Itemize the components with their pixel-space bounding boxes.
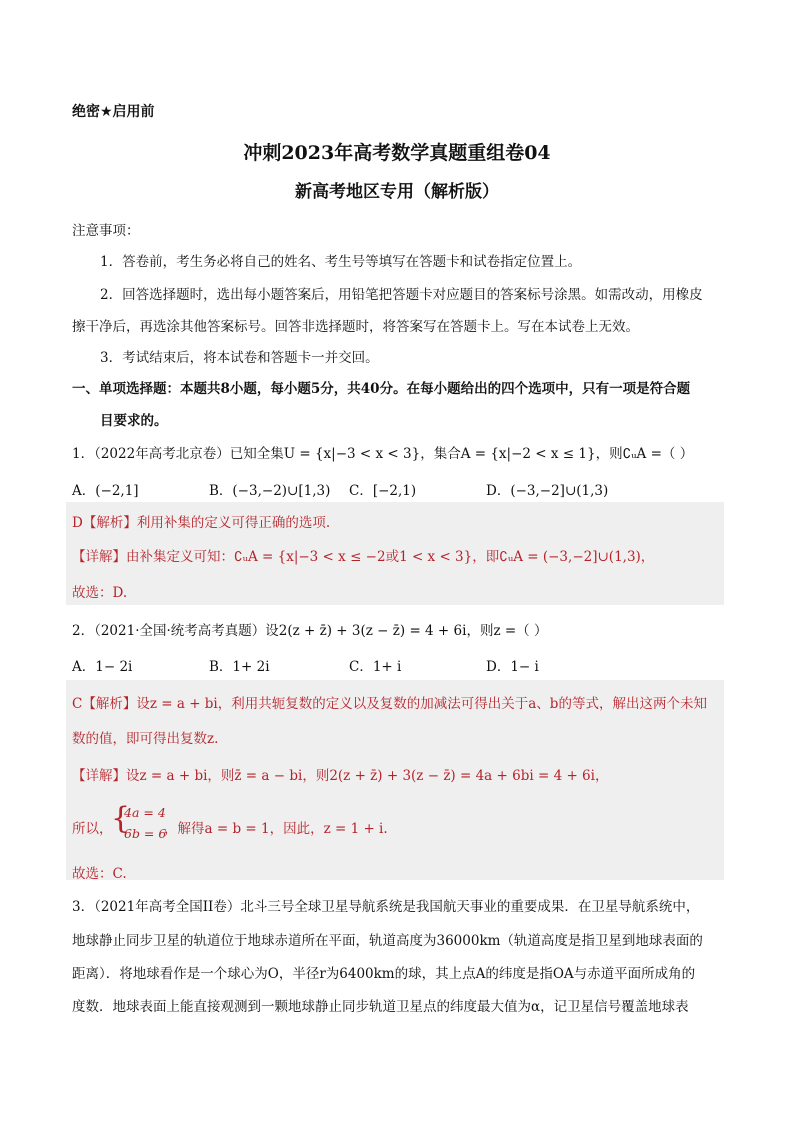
q2-option-c: C．1+ i <box>349 659 402 675</box>
note-item-3: 3．考试结束后，将本试卷和答题卡一并交回。 <box>100 350 379 366</box>
q2-option-d: D．1− i <box>486 659 539 675</box>
q2-so-prefix: 所以， <box>72 821 113 837</box>
q2-stem: 2．（2021·全国·统考高考真题）设2(z + z̄) + 3(z − z̄) = 4 + 6i，则z =（ ） <box>72 623 548 639</box>
q2-eq1: 4a = 4 <box>124 805 166 820</box>
q2-analysis <box>72 692 707 712</box>
q2-answer: 故选：C. <box>72 866 127 882</box>
q1-option-c: C．[−2,1) <box>349 483 417 499</box>
q3-line-2: 地球静止同步卫星的轨道位于地球赤道所在平面，轨道高度为36000km（轨道高度是指卫星到地球表面的 <box>72 933 703 949</box>
q2-detail <box>72 764 608 784</box>
section-heading: 一、单项选择题：本题共8小题，每小题5分，共40分。在每小题给出的四个选项中，只有一项是符合题 <box>72 381 691 397</box>
q2-option-a: A．1− 2i <box>72 659 133 675</box>
section-heading-cont: 目要求的。 <box>100 413 168 429</box>
q1-detail-tag: 【详解】 <box>72 549 126 565</box>
q1-detail <box>72 545 654 565</box>
q1-stem: 1．（2022年高考北京卷）已知全集U = {x|−3 < x < 3}，集合A = {x|−2 < x ≤ 1}，则∁ᵤA =（ ） <box>72 446 694 462</box>
note-item-1: 1．答卷前，考生务必将自己的姓名、考生号等填写在答题卡和试卷指定位置上。 <box>100 254 582 270</box>
q1-analysis <box>72 511 330 531</box>
q1-detail-text: 由补集定义可知：∁ᵤA = {x|−3 < x ≤ −2或1 < x < 3}，即∁ᵤA = (−3,−2]∪(1,3)， <box>126 549 655 565</box>
exam-title: 冲刺2023年高考数学真题重组卷04 <box>243 142 551 164</box>
q1-answer: 故选：D. <box>72 585 128 601</box>
exam-subtitle: 新高考地区专用（解析版） <box>295 182 499 202</box>
q2-eq2: 6b = 6 <box>124 826 167 841</box>
q2-option-b: B．1+ 2i <box>209 659 270 675</box>
q2-system-brace: { <box>111 801 131 836</box>
q2-detail-text: 设z = a + bi，则z̄ = a − bi，则2(z + z̄) + 3(z − z̄) = 4a + 6bi = 4 + 6i， <box>126 768 609 784</box>
q2-analysis-text: 设z = a + bi，利用共轭复数的定义以及复数的加减法可得出关于a、b的等式，解出这两个未知 <box>136 696 707 712</box>
q2-so-suffix: ，解得a = b = 1，因此，z = 1 + i. <box>164 821 388 837</box>
q1-analysis-tag: D【解析】 <box>72 515 137 531</box>
q1-option-a: A．(−2,1] <box>72 483 139 499</box>
q3-line-3: 距离）．将地球看作是一个球心为O，半径r为6400km的球，其上点A的纬度是指OA与赤道平面所成角的 <box>72 966 696 982</box>
note-item-2: 2．回答选择题时，选出每小题答案后，用铅笔把答题卡对应题目的答案标号涂黑。如需改动，用橡皮 <box>100 287 703 303</box>
q2-detail-tag: 【详解】 <box>72 768 126 784</box>
q1-analysis-text: 利用补集的定义可得正确的选项. <box>136 515 331 531</box>
note-item-2-cont: 擦干净后，再选涂其他答案标号。回答非选择题时，将答案写在答题卡上。写在本试卷上无效。 <box>72 319 639 335</box>
secret-label: 绝密★启用前 <box>72 104 155 120</box>
notes-heading: 注意事项： <box>72 223 140 239</box>
q2-analysis-cont: 数的值，即可得出复数z. <box>72 731 219 747</box>
q2-analysis-tag: C【解析】 <box>72 696 137 712</box>
q3-line-4: 度数．地球表面上能直接观测到一颗地球静止同步轨道卫星点的纬度最大值为α，记卫星信号覆盖地球表 <box>72 999 689 1015</box>
q1-option-d: D．(−3,−2]∪(1,3) <box>486 483 609 499</box>
q3-line-1: 3．（2021年高考全国II卷）北斗三号全球卫星导航系统是我国航天事业的重要成果．在卫星导航系统中， <box>72 899 700 915</box>
q1-option-b: B．(−3,−2)∪[1,3) <box>209 483 331 499</box>
